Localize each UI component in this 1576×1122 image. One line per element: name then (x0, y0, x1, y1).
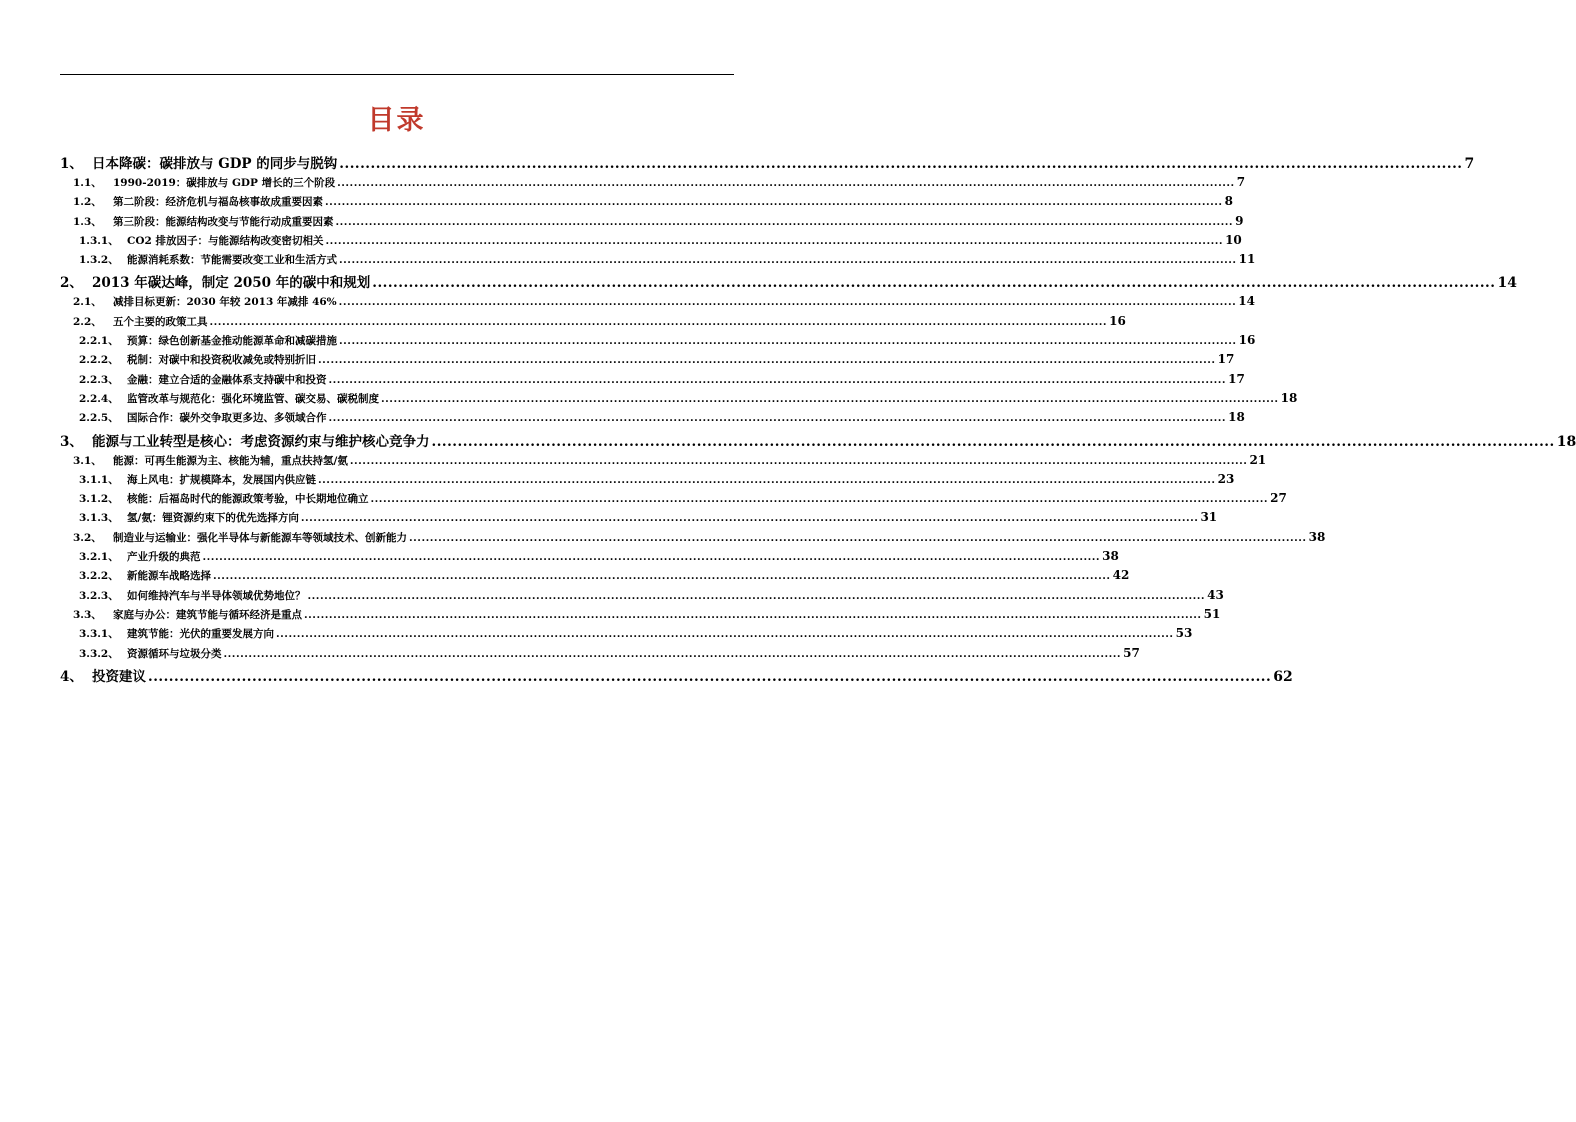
toc-page: 27 (1270, 491, 1287, 506)
toc-page: 10 (1225, 232, 1242, 247)
toc-leader (432, 434, 1555, 450)
toc-page: 7 (1236, 175, 1246, 189)
toc-leader (325, 235, 1223, 247)
toc-text: 制造业与运输业：强化半导体与新能源车等领域技术、创新能力 (113, 531, 407, 544)
toc-entry[interactable] (60, 352, 1235, 371)
toc-entry[interactable] (60, 252, 1256, 271)
toc-entry[interactable] (60, 371, 1245, 391)
toc-entry[interactable] (60, 471, 1235, 491)
header-rule (60, 74, 734, 75)
toc-leader (329, 374, 1227, 386)
toc-number: 3.2.3、 (79, 589, 119, 602)
toc-number: 1.3.1、 (79, 234, 119, 247)
toc-number: 4、 (60, 668, 83, 685)
toc-number: 2.1、 (73, 296, 102, 309)
toc-leader (210, 316, 1108, 328)
toc-page: 43 (1207, 587, 1224, 602)
toc-leader (372, 275, 1495, 291)
toc-number: 2.2.1、 (79, 335, 119, 348)
toc-entry[interactable] (60, 549, 1119, 568)
toc-page: 53 (1175, 626, 1193, 641)
toc-entry[interactable] (60, 665, 1293, 688)
toc-number: 3.3、 (73, 608, 102, 621)
toc-entry[interactable] (60, 194, 1233, 213)
toc-entry[interactable] (60, 510, 1218, 529)
toc-number: 3.1、 (73, 454, 102, 467)
toc-text: 建筑节能：光伏的重要发展方向 (127, 628, 274, 641)
toc-leader (339, 156, 1462, 172)
toc-leader (336, 216, 1234, 228)
toc-page: 11 (1238, 252, 1256, 267)
toc-number: 3.2、 (73, 531, 102, 544)
toc-number: 3.1.3、 (79, 512, 119, 525)
toc-page: 14 (1497, 275, 1517, 292)
toc-page: 51 (1203, 606, 1221, 621)
toc-number: 3.1.2、 (79, 493, 119, 506)
toc-entry[interactable] (60, 271, 1517, 294)
toc-number: 1.3.2、 (79, 254, 119, 267)
toc-number: 1、 (60, 156, 83, 172)
toc-entry[interactable] (60, 645, 1140, 665)
toc-page: 38 (1102, 549, 1119, 564)
toc-leader (148, 669, 1271, 685)
toc-page: 16 (1238, 333, 1256, 348)
toc-leader (339, 335, 1237, 347)
toc-text: CO2 排放因子：与能源结构改变密切相关 (127, 234, 324, 247)
toc-text: 能源：可再生能源为主、核能为辅，重点扶持氢/氨 (113, 454, 348, 467)
toc-entry[interactable] (60, 313, 1126, 333)
toc-leader (224, 648, 1122, 660)
toc-text: 能源消耗系数：节能需要改变工业和生活方式 (127, 254, 337, 267)
toc-text: 新能源车战略选择 (127, 570, 211, 583)
toc-leader (301, 512, 1199, 524)
toc-leader (203, 551, 1101, 563)
toc-text: 氢/氨：锂资源约束下的优先选择方向 (127, 512, 299, 525)
toc-leader (325, 196, 1223, 208)
toc-page: 57 (1123, 645, 1140, 660)
toc-leader (337, 177, 1235, 189)
table-of-contents (60, 152, 1576, 688)
toc-leader (276, 628, 1174, 640)
toc-number: 1.2、 (73, 196, 102, 209)
toc-entry[interactable] (60, 175, 1246, 194)
toc-leader (350, 455, 1248, 467)
toc-leader (339, 296, 1237, 308)
toc-leader (329, 412, 1227, 424)
toc-number: 3.1.1、 (79, 473, 119, 486)
toc-number: 3.3.2、 (79, 647, 119, 660)
toc-page: 8 (1224, 194, 1233, 209)
toc-page: 18 (1280, 390, 1298, 405)
toc-number: 3.2.2、 (79, 570, 119, 583)
toc-number: 2、 (60, 275, 83, 292)
toc-number: 2.2.4、 (79, 392, 119, 405)
toc-text: 税制：对碳中和投资税收减免或特别折旧 (127, 354, 316, 367)
toc-entry[interactable] (60, 232, 1242, 252)
toc-entry[interactable] (60, 587, 1224, 607)
toc-page: 9 (1235, 213, 1244, 228)
toc-entry[interactable] (60, 626, 1193, 645)
toc-leader (409, 532, 1307, 544)
toc-text: 投资建议 (92, 668, 146, 685)
toc-text: 国际合作：碳外交争取更多边、多领域合作 (127, 412, 327, 425)
toc-leader (318, 474, 1216, 486)
toc-leader (371, 493, 1269, 505)
toc-text: 减排目标更新：2030 年较 2013 年减排 46% (113, 296, 337, 309)
page-title: 目录 (367, 105, 426, 136)
toc-text: 1990-2019：碳排放与 GDP 增长的三个阶段 (113, 177, 336, 189)
toc-page: 42 (1112, 568, 1130, 583)
toc-entry[interactable] (60, 529, 1326, 549)
toc-text: 五个主要的政策工具 (113, 315, 208, 328)
toc-text: 第三阶段：能源结构改变与节能行动成重要因素 (113, 215, 334, 228)
toc-entry[interactable] (60, 491, 1287, 510)
toc-page: 38 (1308, 529, 1326, 544)
toc-page: 16 (1109, 313, 1126, 328)
toc-text: 监管改革与规范化：强化环境监管、碳交易、碳税制度 (127, 392, 379, 405)
toc-page: 21 (1249, 452, 1267, 467)
toc-entry[interactable] (60, 333, 1256, 352)
toc-text: 核能：后福岛时代的能源政策考验，中长期地位确立 (127, 493, 369, 506)
toc-text: 第二阶段：经济危机与福岛核事故成重要因素 (113, 196, 323, 209)
toc-number: 2.2.2、 (79, 354, 119, 367)
toc-number: 1.1、 (73, 177, 102, 189)
toc-text: 日本降碳：碳排放与 GDP 的同步与脱钩 (92, 156, 338, 172)
toc-number: 1.3、 (73, 215, 102, 228)
toc-text: 产业升级的典范 (127, 551, 201, 564)
toc-text: 如何维持汽车与半导体领域优势地位？ (127, 589, 306, 602)
toc-entry[interactable] (60, 390, 1298, 410)
toc-text: 家庭与办公：建筑节能与循环经济是重点 (113, 608, 302, 621)
toc-entry[interactable] (60, 213, 1244, 233)
toc-number: 2.2.5、 (79, 412, 119, 425)
toc-text: 2013 年碳达峰，制定 2050 年的碳中和规划 (92, 275, 371, 292)
toc-page: 18 (1556, 433, 1576, 450)
toc-page: 7 (1464, 156, 1475, 172)
toc-entry[interactable] (60, 452, 1267, 472)
toc-leader (304, 609, 1202, 621)
toc-page: 14 (1238, 294, 1255, 309)
toc-number: 2.2、 (73, 315, 102, 328)
toc-page: 62 (1273, 668, 1293, 685)
toc-page: 23 (1217, 471, 1235, 486)
toc-text: 能源与工业转型是核心：考虑资源约束与维护核心竞争力 (92, 433, 430, 450)
toc-leader (308, 590, 1206, 602)
toc-page: 17 (1217, 352, 1235, 367)
toc-page: 18 (1228, 410, 1245, 425)
toc-leader (318, 354, 1216, 366)
toc-number: 3.3.1、 (79, 628, 119, 641)
toc-number: 3、 (60, 433, 83, 450)
toc-page: 31 (1200, 510, 1218, 525)
toc-leader (213, 570, 1111, 582)
toc-entry[interactable] (60, 568, 1130, 587)
toc-entry[interactable] (60, 294, 1255, 313)
toc-entry[interactable] (60, 430, 1576, 453)
toc-leader (381, 393, 1279, 405)
toc-entry[interactable] (60, 410, 1245, 429)
toc-number: 3.2.1、 (79, 551, 119, 564)
toc-text: 资源循环与垃圾分类 (127, 647, 222, 660)
toc-entry[interactable] (60, 606, 1221, 626)
toc-page: 17 (1228, 371, 1245, 386)
toc-text: 海上风电：扩规模降本，发展国内供应链 (127, 473, 316, 486)
toc-entry[interactable] (60, 152, 1475, 175)
toc-number: 2.2.3、 (79, 373, 119, 386)
toc-leader (339, 254, 1237, 266)
toc-text: 预算：绿色创新基金推动能源革命和减碳措施 (127, 335, 337, 348)
toc-text: 金融：建立合适的金融体系支持碳中和投资 (127, 373, 327, 386)
